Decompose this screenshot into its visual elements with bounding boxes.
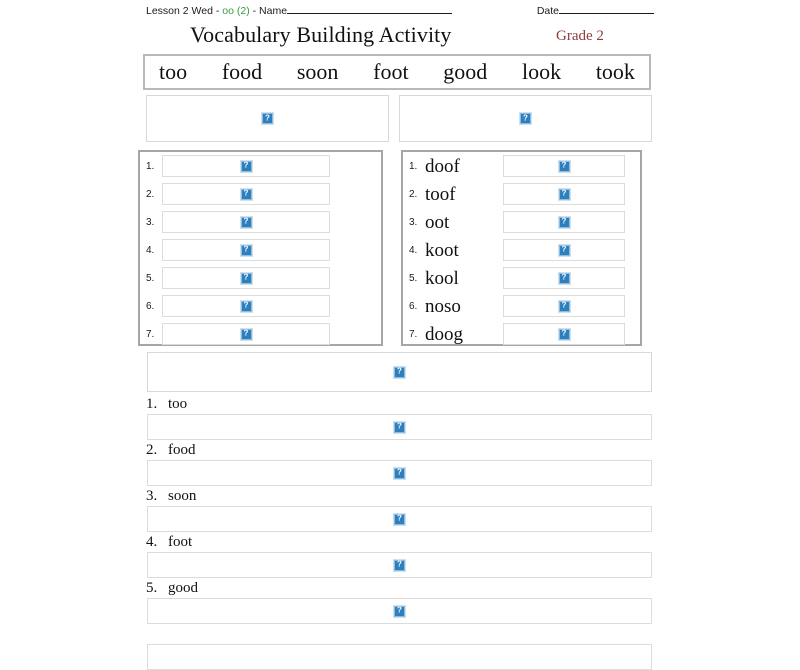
answer-input-box[interactable] <box>503 239 625 261</box>
lesson-suffix: - Name <box>249 5 288 17</box>
broken-image-icon <box>241 245 252 256</box>
broken-image-icon <box>241 301 252 312</box>
instruction-box-right <box>399 95 652 142</box>
broken-image-icon <box>559 161 570 172</box>
answer-row-number: 3. <box>409 216 418 228</box>
scrambled-word: oot <box>425 211 450 233</box>
answer-row-number: 7. <box>409 328 418 340</box>
answer-row-number: 2. <box>146 188 155 200</box>
writing-item <box>146 486 196 506</box>
broken-image-glyph: ? <box>561 216 567 226</box>
answer-row <box>403 152 640 180</box>
broken-image-icon <box>559 189 570 200</box>
answer-row-number: 5. <box>409 272 418 284</box>
answer-row-number: 6. <box>409 300 418 312</box>
broken-image-icon <box>241 273 252 284</box>
lesson-label <box>146 2 452 17</box>
answer-panel-left <box>138 150 383 346</box>
scrambled-word: doof <box>425 155 460 177</box>
answer-row <box>140 180 381 208</box>
answer-row <box>140 320 381 348</box>
broken-image-glyph: ? <box>397 605 402 615</box>
writing-line[interactable] <box>147 506 652 532</box>
word-bank-word: good <box>443 59 488 84</box>
writing-item-word: soon <box>168 488 197 504</box>
answer-row <box>403 236 640 264</box>
broken-image-glyph: ? <box>243 188 249 198</box>
answer-input-box[interactable] <box>162 155 330 177</box>
answer-panel-right <box>401 150 642 346</box>
instruction-box-left <box>146 95 389 142</box>
broken-image-glyph: ? <box>397 366 402 376</box>
answer-row <box>403 292 640 320</box>
word-bank-word: took <box>595 59 635 84</box>
answer-input-box[interactable] <box>503 267 625 289</box>
answer-row <box>403 208 640 236</box>
name-blank-field[interactable] <box>287 2 452 14</box>
page-title: Vocabulary Building Activity <box>190 22 452 47</box>
scrambled-word: toof <box>425 183 456 205</box>
broken-image-icon <box>394 606 405 617</box>
word-bank-word: foot <box>373 59 409 84</box>
broken-image-glyph: ? <box>397 421 402 431</box>
broken-image-icon <box>241 189 252 200</box>
scrambled-word: noso <box>425 295 461 317</box>
broken-image-icon <box>394 560 405 571</box>
answer-row-number: 3. <box>146 216 155 228</box>
answer-row-number: 4. <box>409 244 418 256</box>
answer-row <box>140 292 381 320</box>
answer-input-box[interactable] <box>503 323 625 345</box>
answer-row-number: 4. <box>146 244 155 256</box>
answer-input-box[interactable] <box>503 183 625 205</box>
answer-input-box[interactable] <box>503 295 625 317</box>
writing-item-word: too <box>168 396 188 412</box>
writing-item-number: 1. <box>146 396 158 412</box>
broken-image-glyph: ? <box>243 300 249 310</box>
scrambled-word: koot <box>425 239 459 261</box>
answer-input-box[interactable] <box>503 211 625 233</box>
writing-item-word: good <box>168 580 198 596</box>
broken-image-glyph: ? <box>243 272 249 282</box>
broken-image-glyph: ? <box>243 160 249 170</box>
broken-image-icon <box>394 422 405 433</box>
writing-line[interactable] <box>147 552 652 578</box>
answer-row-number: 7. <box>146 328 155 340</box>
writing-line[interactable] <box>147 414 652 440</box>
answer-row-number: 1. <box>409 160 418 172</box>
writing-item <box>146 394 187 414</box>
broken-image-icon <box>262 113 273 124</box>
answer-input-box[interactable] <box>162 323 330 345</box>
broken-image-glyph: ? <box>243 328 249 338</box>
answer-input-box[interactable] <box>162 267 330 289</box>
answer-input-box[interactable] <box>162 295 330 317</box>
lesson-prefix: Lesson 2 Wed - <box>146 5 223 17</box>
broken-image-icon <box>394 468 405 479</box>
answer-row <box>140 236 381 264</box>
writing-item-number: 3. <box>146 488 158 504</box>
broken-image-glyph: ? <box>561 272 567 282</box>
answer-row-number: 6. <box>146 300 155 312</box>
broken-image-icon <box>520 113 531 124</box>
writing-line[interactable] <box>147 598 652 624</box>
writing-item-number: 5. <box>146 580 158 596</box>
broken-image-glyph: ? <box>243 216 249 226</box>
writing-item <box>146 440 196 460</box>
date-label: Date <box>536 5 559 17</box>
broken-image-glyph: ? <box>397 513 402 523</box>
broken-image-glyph: ? <box>397 559 402 569</box>
word-bank-inner <box>146 57 648 87</box>
broken-image-icon <box>559 301 570 312</box>
writing-item <box>146 532 192 552</box>
broken-image-glyph: ? <box>561 300 567 310</box>
broken-image-icon <box>559 273 570 284</box>
broken-image-glyph: ? <box>561 244 567 254</box>
broken-image-glyph: ? <box>561 160 567 170</box>
broken-image-icon <box>394 514 405 525</box>
answer-row-number: 1. <box>146 160 155 172</box>
word-bank-word: look <box>521 59 562 84</box>
writing-line[interactable] <box>147 460 652 486</box>
writing-item-number: 4. <box>146 534 158 550</box>
writing-line[interactable] <box>147 644 652 670</box>
broken-image-glyph: ? <box>523 113 528 122</box>
phonics-focus: oo (2) <box>222 5 250 17</box>
broken-image-glyph: ? <box>243 244 249 254</box>
worksheet-header <box>146 2 654 18</box>
scrambled-word: doog <box>425 323 463 345</box>
writing-item-word: foot <box>168 534 193 550</box>
word-bank-word: food <box>221 59 263 84</box>
answer-input-box[interactable] <box>503 155 625 177</box>
scrambled-word: kool <box>425 267 459 289</box>
answer-row-number: 5. <box>146 272 155 284</box>
grade-label: Grade 2 <box>556 28 604 44</box>
answer-row <box>403 264 640 292</box>
word-bank-word: soon <box>296 59 339 84</box>
word-bank-word: too <box>159 59 188 84</box>
answer-row-number: 2. <box>409 188 418 200</box>
broken-image-glyph: ? <box>561 188 567 198</box>
date-label-group <box>537 2 654 17</box>
answer-row <box>403 320 640 348</box>
answer-row <box>140 264 381 292</box>
answer-input-box[interactable] <box>162 239 330 261</box>
broken-image-icon <box>241 161 252 172</box>
broken-image-icon <box>559 245 570 256</box>
broken-image-icon <box>241 217 252 228</box>
date-blank-field[interactable] <box>559 2 654 14</box>
broken-image-glyph: ? <box>397 467 402 477</box>
writing-item-word: food <box>168 442 196 458</box>
broken-image-icon <box>241 329 252 340</box>
instruction-box-full <box>147 352 652 392</box>
broken-image-glyph: ? <box>265 113 270 122</box>
broken-image-icon <box>559 329 570 340</box>
answer-row <box>140 208 381 236</box>
answer-input-box[interactable] <box>162 211 330 233</box>
answer-row <box>403 180 640 208</box>
word-bank <box>143 54 651 90</box>
answer-input-box[interactable] <box>162 183 330 205</box>
answer-row <box>140 152 381 180</box>
broken-image-icon <box>559 217 570 228</box>
writing-item-number: 2. <box>146 442 158 458</box>
writing-item <box>146 578 198 598</box>
broken-image-glyph: ? <box>561 328 567 338</box>
broken-image-icon <box>394 367 405 378</box>
